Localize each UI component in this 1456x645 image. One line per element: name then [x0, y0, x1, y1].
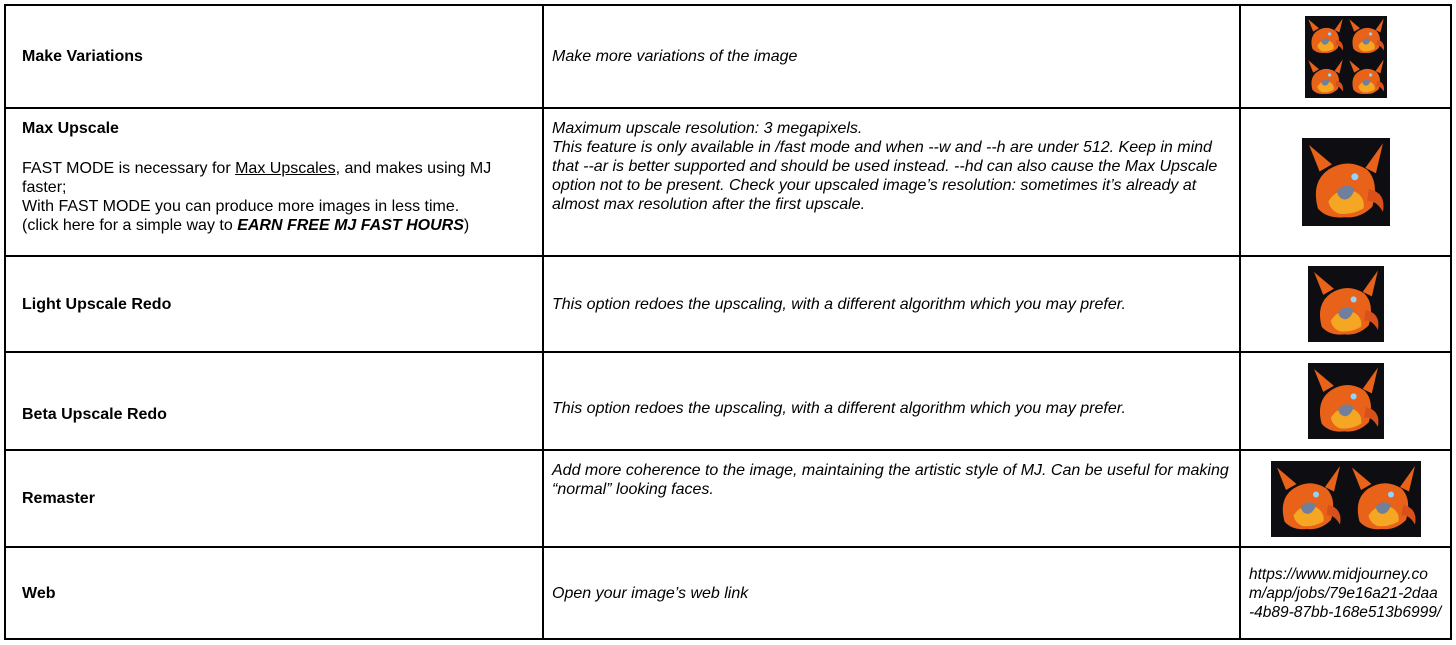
option-description	[543, 108, 1240, 256]
image-cell	[1240, 108, 1451, 256]
note-text: )	[463, 217, 470, 234]
option-name	[5, 108, 543, 256]
note-text: , and makes using MJ faster;	[22, 160, 492, 196]
dragon-light-upscale	[1308, 266, 1384, 342]
table-row	[5, 352, 1451, 450]
option-description: This option redoes the upscaling, with a different algorithm which you may prefer.	[543, 256, 1240, 352]
note-text: (click here for a simple way to	[22, 217, 238, 234]
table-row	[5, 450, 1451, 547]
table-row	[5, 256, 1451, 352]
fast-mode-note	[22, 159, 526, 235]
note-text: With FAST MODE you can produce more images in less time.	[22, 198, 460, 215]
image-cell	[1240, 5, 1451, 108]
option-description: Make more variations of the image	[543, 5, 1240, 108]
dragon-remaster-pair	[1271, 461, 1421, 537]
job-web-link[interactable]: https://www.midjourney.com/app/jobs/79e16a21-2daa-4b89-87bb-168e513b6999/	[1240, 547, 1451, 639]
option-description: Add more coherence to the image, maintaining the artistic style of MJ. Can be useful for making “normal” looking faces.	[543, 450, 1240, 547]
image-cell	[1240, 352, 1451, 450]
dragon-variations-grid	[1305, 16, 1387, 98]
image-cell	[1240, 256, 1451, 352]
option-name: Beta Upscale Redo	[5, 352, 543, 450]
desc-line: This feature is only available in /fast mode and when --w and --h are under 512. Keep in mind that --ar is better supported and should be used instead. --hd can also cause the Max Upscale option not to be present. Check your upscaled image’s resolution: sometimes it’s already at almost max resolution after the first upscale.	[552, 139, 1218, 213]
table-row	[5, 547, 1451, 639]
option-name: Make Variations	[5, 5, 543, 108]
dragon-upscaled	[1302, 138, 1390, 226]
option-name: Remaster	[5, 450, 543, 547]
option-name: Web	[5, 547, 543, 639]
earn-hours-link[interactable]: EARN FREE MJ FAST HOURS	[237, 217, 464, 234]
option-description: Open your image’s web link	[543, 547, 1240, 639]
option-name: Light Upscale Redo	[5, 256, 543, 352]
image-cell	[1240, 450, 1451, 547]
parameters-table	[4, 4, 1452, 640]
option-title: Max Upscale	[22, 120, 119, 137]
table-row	[5, 108, 1451, 256]
dragon-beta-upscale	[1308, 363, 1384, 439]
option-description: This option redoes the upscaling, with a different algorithm which you may prefer.	[543, 352, 1240, 450]
table-row	[5, 5, 1451, 108]
desc-line: Maximum upscale resolution: 3 megapixels.	[552, 120, 863, 137]
max-upscales-link[interactable]: Max Upscales	[235, 160, 336, 177]
note-text: FAST MODE is necessary for	[22, 160, 236, 177]
